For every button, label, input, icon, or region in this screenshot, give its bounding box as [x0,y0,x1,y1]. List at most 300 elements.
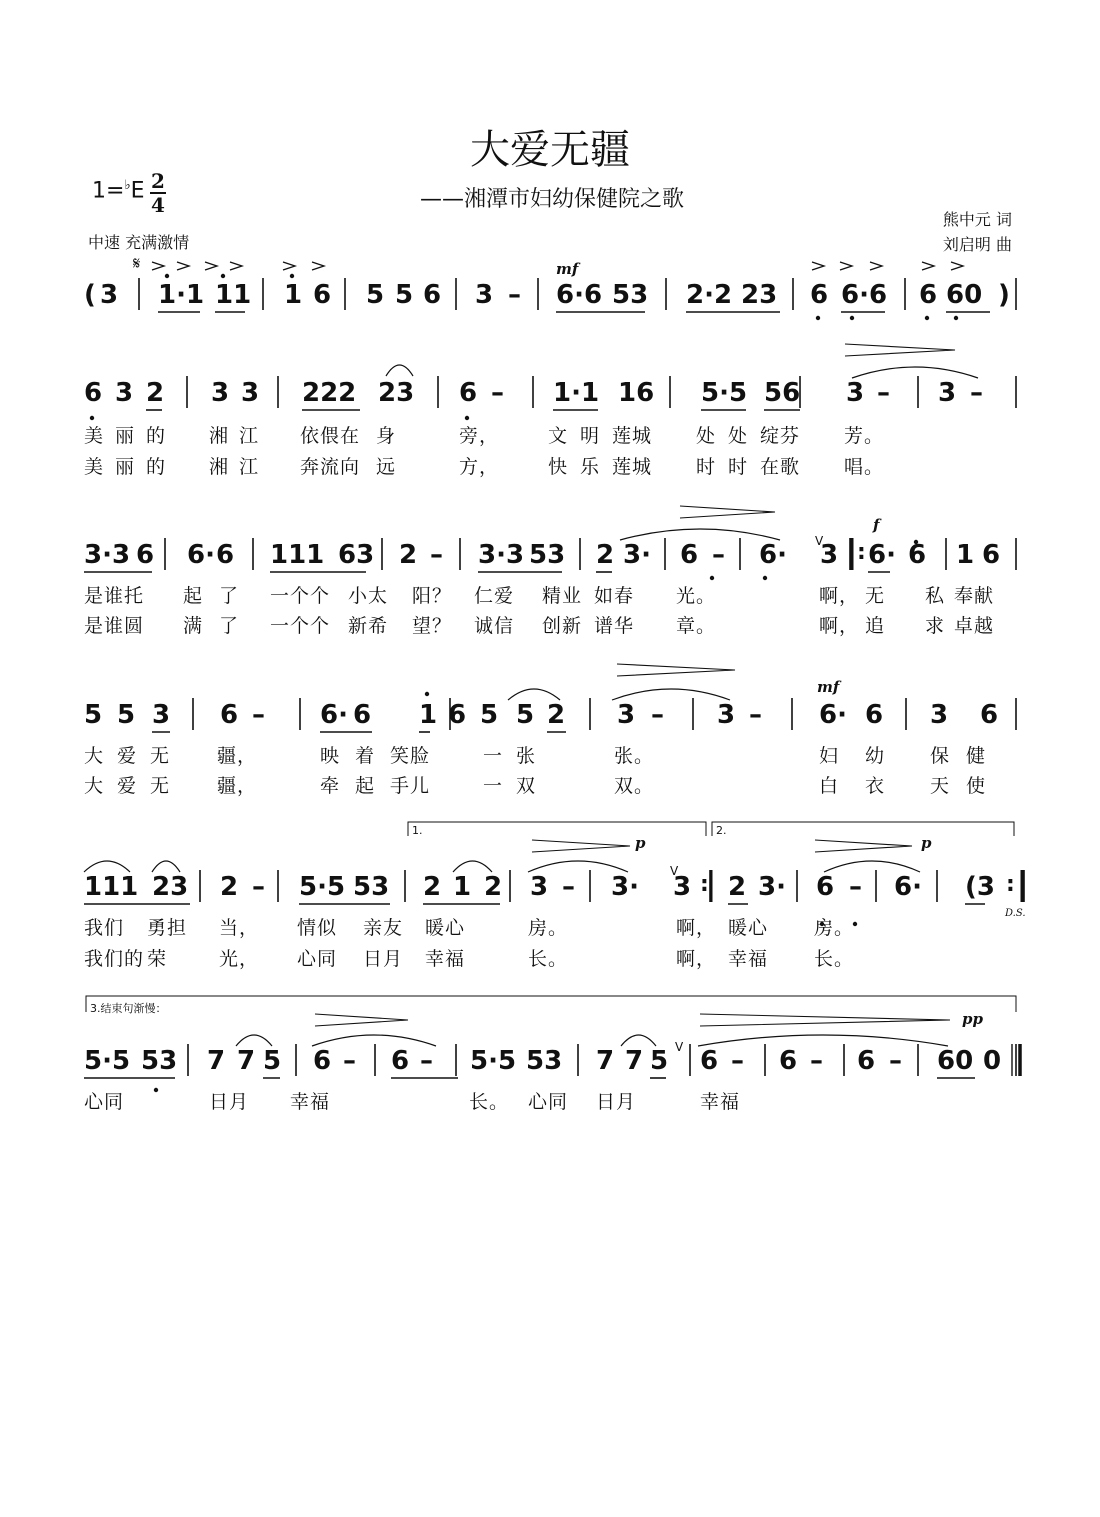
note: – [252,700,265,730]
slur [152,861,180,872]
octave-dot [465,416,469,420]
key-note: E [130,178,145,204]
lyric-line2: 远 [376,456,397,478]
lyric-line1: 张。 [614,745,655,767]
lyric-line2: 新希 [348,615,389,637]
key-prefix: 1= [92,178,125,204]
lyric-line1: 旁， [459,425,500,447]
lyric-line1: 江 [239,425,260,447]
lyric-line1: 妇 [819,745,840,767]
time-top: 2 [151,169,165,193]
note: 3 [211,378,230,408]
lyric-line1: 着 [355,745,376,767]
lyric-line2: 奔流向 [300,456,361,478]
note: 6· [819,700,847,730]
accent-mark [230,262,242,270]
note: 6 [216,540,235,570]
note: 6· [894,872,922,902]
note: – [712,540,725,570]
note: 5 [516,700,535,730]
lyric-line1: 爱 [117,745,138,767]
ds-marking: D.S. [1005,908,1026,919]
lyric-line1: 映 [320,745,341,767]
segno-sign: 𝄋 [133,254,141,274]
note: 2 [399,540,418,570]
lyric-line2: 荣 [147,948,168,970]
lyric-line1: 笑脸 [390,745,431,767]
lyric-line2: 了 [219,615,240,637]
lyric-line1: 明 [580,425,601,447]
octave-dot [925,316,929,320]
note: 1 [453,872,472,902]
octave-dot [221,274,225,278]
lyric-line1: 湘 [209,425,230,447]
note: 111 [84,872,139,902]
lyric-line2: 莲城 [612,456,653,478]
lyric-line1: 日月 [209,1091,250,1113]
note: 6 [220,700,239,730]
note: 6 [423,280,442,310]
note: – [731,1046,744,1076]
note: 5 [480,700,499,730]
note: 3· [611,872,639,902]
note: 1 [284,280,303,310]
lyric-line1: 处 [728,425,749,447]
note: 3 [115,378,134,408]
lyric-line2: 丽 [115,456,136,478]
lyric-line1: 暖心 [728,917,769,939]
octave-dot [954,316,958,320]
dynamic-p: p [921,834,932,852]
decrescendo-hairpin [845,344,955,356]
note: 5 [395,280,414,310]
lyric-line2: 卓越 [954,615,995,637]
octave-dot [425,692,429,696]
lyric-line2: 的 [146,456,167,478]
accent-mark [283,262,295,270]
lyric-line2: 江 [239,456,260,478]
note: 3 [938,378,957,408]
accent-mark [177,262,189,270]
note: 23 [741,280,778,310]
note: 2 [484,872,503,902]
note: 3 [241,378,260,408]
lyric-line2: 快 [548,456,569,478]
note: 53 [612,280,649,310]
composer-credit: 刘启明 曲 [942,235,1012,254]
octave-dot [290,274,294,278]
ending-1-label: 1. [412,824,423,837]
lyric-line2: 光， [219,948,260,970]
lyric-line1: 无 [150,745,171,767]
note: 6·6 [556,280,603,310]
lyric-line1: 光。 [676,585,717,607]
breath-mark: V [815,534,824,548]
decrescendo-hairpin [680,506,775,518]
note: 3·3 [84,540,131,570]
lyric-line2: 乐 [580,456,601,478]
lyric-line2: 起 [355,775,376,797]
lyric-line1: 长。 [469,1091,510,1113]
slur [528,861,628,872]
lyric-line2: 双。 [614,775,655,797]
note: 5 [84,700,103,730]
lyric-line2: 一 [483,775,504,797]
lyricist-credit: 熊中元 词 [942,210,1012,229]
note: 5·5 [701,378,748,408]
lyric-line1: 大 [84,745,105,767]
note: – [651,700,664,730]
slur [386,365,413,376]
breath-mark: V [670,864,679,878]
note: 1 [956,540,975,570]
note: – [810,1046,823,1076]
note: 5 [650,1046,669,1076]
note: 2 [146,378,165,408]
lyric-line2: 幸福 [425,948,466,970]
lyric-line1: 幸福 [290,1091,331,1113]
time-bottom: 4 [151,193,165,217]
dynamic-mf: mf [817,678,840,696]
lyric-line2: 在歌 [760,456,801,478]
note: 7 [596,1046,615,1076]
note: 2 [220,872,239,902]
note: 60 [946,280,983,310]
slur [824,861,920,872]
note: 6 [313,280,332,310]
lyric-line2: 追 [865,615,886,637]
lyric-line2: 湘 [209,456,230,478]
lyric-line1: 幼 [865,745,886,767]
note: (3 [965,872,995,902]
note: 6 [313,1046,332,1076]
lyric-line1: 了 [219,585,240,607]
note: 16 [618,378,655,408]
ending-2-label: 2. [716,824,727,837]
slur [453,861,492,872]
note: 6· [187,540,215,570]
lyric-line1: 情似 [297,917,338,939]
note: 2·2 [686,280,733,310]
note: 6 [919,280,938,310]
note: 6 [459,378,478,408]
note: – [889,1046,902,1076]
slur [852,367,978,378]
note: 60 [937,1046,974,1076]
lyric-line1: 依偎在 [300,425,361,447]
lyric-line2: 我们的 [84,948,145,970]
lyric-line1: 无 [865,585,886,607]
slur [621,1035,656,1046]
dynamic-mf: mf [556,260,579,278]
note: 7 [237,1046,256,1076]
note: 63 [338,540,375,570]
note: – [749,700,762,730]
note: 6·6 [841,280,888,310]
note: 6· [759,540,787,570]
note: – [420,1046,433,1076]
note: 7 [625,1046,644,1076]
note: – [877,378,890,408]
lyric-line2: 长。 [528,948,569,970]
octave-dot [154,1088,158,1092]
lyric-line2: 天 [930,775,951,797]
lyric-line1: 一个个 [270,585,331,607]
decrescendo-hairpin [315,1014,408,1026]
lyric-line1: 勇担 [147,917,188,939]
note: 3·3 [478,540,525,570]
lyric-line2: 满 [183,615,204,637]
note: 6 [816,872,835,902]
note: ) [998,280,1010,310]
lyric-line1: 日月 [596,1091,637,1113]
note: 2 [423,872,442,902]
lyric-line1: 私 [925,585,946,607]
lyric-line1: 精业 [542,585,583,607]
note: 5 [366,280,385,310]
note: 6 [779,1046,798,1076]
note: 6 [353,700,372,730]
note: 0 [983,1046,1002,1076]
note: 5·5 [84,1046,131,1076]
note: 6 [857,1046,876,1076]
note: 5 [263,1046,282,1076]
accent-mark [922,262,934,270]
lyric-line1: 保 [930,745,951,767]
note: 3 [100,280,119,310]
lyric-line1: 幸福 [700,1091,741,1113]
lyric-line2: 时 [696,456,717,478]
slur [236,1035,272,1046]
accent-mark [870,262,882,270]
note: 6 [84,378,103,408]
lyric-line1: 啊， [676,917,717,939]
lyric-line2: 手儿 [390,775,431,797]
lyric-line1: 丽 [115,425,136,447]
lyric-line2: 诚信 [474,615,515,637]
lyric-line2: 一个个 [270,615,331,637]
note: 6 [982,540,1001,570]
note: 6 [980,700,999,730]
lyric-line2: 是谁圆 [84,615,145,637]
lyric-line2: 求 [925,615,946,637]
note: 23 [378,378,415,408]
accent-mark [840,262,852,270]
lyric-line1: 的 [146,425,167,447]
note: 6 [391,1046,410,1076]
lyric-line2: 日月 [363,948,404,970]
lyric-line1: 啊， [819,585,860,607]
dynamic-p: p [635,834,646,852]
octave-dot [90,416,94,420]
note: 3 [930,700,949,730]
lyric-line1: 我们 [84,917,125,939]
ending-3-label: 3.结束句渐慢： [90,1002,167,1015]
note: 6 [908,540,927,570]
note: 2 [547,700,566,730]
note: 6 [700,1046,719,1076]
decrescendo-hairpin [532,840,630,852]
note: – [562,872,575,902]
note: 3 [530,872,549,902]
lyric-line1: 心同 [84,1091,125,1113]
note: 6 [810,280,829,310]
lyric-line1: 是谁托 [84,585,145,607]
lyric-line1: 一 [483,745,504,767]
note: 11 [215,280,252,310]
note: 222 [302,378,357,408]
note: ( [84,280,96,310]
note: – [252,872,265,902]
lyric-line2: 疆， [217,775,258,797]
note: 6· [868,540,896,570]
note: 3· [758,872,786,902]
lyric-line1: 处 [696,425,717,447]
lyric-line2: 大 [84,775,105,797]
slur [312,1035,436,1046]
lyric-line1: 小太 [348,585,389,607]
breath-mark: V [675,1040,684,1054]
note: 53 [353,872,390,902]
note: 1·1 [158,280,205,310]
lyric-line1: 阳？ [412,585,453,607]
accent-mark [951,262,963,270]
slur [612,689,730,700]
lyric-line1: 当， [219,917,260,939]
lyric-line1: 亲友 [363,917,404,939]
lyric-line2: 长。 [814,948,855,970]
lyric-line2: 唱。 [844,456,885,478]
note: 3 [717,700,736,730]
lyric-line2: 爱 [117,775,138,797]
note: 6 [680,540,699,570]
slur [84,861,130,872]
repeat-dots: : [857,540,866,565]
decrescendo-hairpin [617,664,735,676]
note: – [849,872,862,902]
lyric-line1: 莲城 [612,425,653,447]
lyric-line1: 张 [516,745,537,767]
slur [620,529,780,540]
ending-3-bracket [86,996,1016,1012]
subtitle: ——湘潭市妇幼保健院之歌 [420,187,685,212]
note: 3 [846,378,865,408]
octave-dot [816,316,820,320]
lyric-line1: 健 [966,745,987,767]
note: – [970,378,983,408]
decrescendo-hairpin [815,840,912,852]
lyric-line1: 房。 [814,917,855,939]
note: 6 [448,700,467,730]
lyric-line2: 啊， [676,948,717,970]
note: 3 [617,700,636,730]
lyric-line1: 奉献 [954,585,995,607]
dynamic-pp: pp [962,1010,983,1028]
note: 5·5 [470,1046,517,1076]
lyric-line1: 绽芬 [760,425,801,447]
note: 3 [152,700,171,730]
note: 7 [207,1046,226,1076]
note: 6 [136,540,155,570]
note: 53 [141,1046,178,1076]
decrescendo-hairpin [700,1014,950,1026]
lyric-line2: 望？ [412,615,453,637]
note: 2 [596,540,615,570]
note: 6· [320,700,348,730]
lyric-line1: 房。 [528,917,569,939]
lyric-line2: 白 [819,775,840,797]
lyric-line1: 芳。 [844,425,885,447]
octave-dot [165,274,169,278]
lyric-line1: 身 [376,425,397,447]
note: 5 [117,700,136,730]
note: 1·1 [553,378,600,408]
lyric-line1: 如春 [594,585,635,607]
slur [508,689,560,700]
tempo-marking: 中速 充满激情 [88,233,190,252]
flat-sign: ♭ [124,178,131,193]
ending-1-bracket [408,822,706,836]
note: – [491,378,504,408]
lyric-line1: 暖心 [425,917,466,939]
lyric-line1: 文 [548,425,569,447]
note: – [343,1046,356,1076]
octave-dot [850,316,854,320]
lyric-line1: 疆， [217,745,258,767]
repeat-end-dots: : [700,872,709,897]
lyric-line2: 牵 [320,775,341,797]
note: 3 [475,280,494,310]
note: 3· [623,540,651,570]
lyric-line2: 双 [516,775,537,797]
lyric-line2: 无 [150,775,171,797]
note: 3 [673,872,692,902]
note: 6 [865,700,884,730]
lyric-line2: 心同 [297,948,338,970]
note: 53 [526,1046,563,1076]
lyric-line1: 起 [183,585,204,607]
lyric-line1: 美 [84,425,105,447]
note: – [508,280,521,310]
accent-mark [205,262,217,270]
dynamic-f: f [873,516,880,534]
lyric-line2: 幸福 [728,948,769,970]
accent-mark [312,262,324,270]
note: 5·5 [299,872,346,902]
note: 23 [152,872,189,902]
lyric-line2: 方， [459,456,500,478]
octave-dot [710,576,714,580]
note: – [430,540,443,570]
lyric-line2: 章。 [676,615,717,637]
ending-2-bracket [712,822,1014,836]
note: 2 [728,872,747,902]
note: 3 [820,540,839,570]
lyric-line1: 仁爱 [474,585,515,607]
lyric-line2: 衣 [865,775,886,797]
note: 1 [419,700,438,730]
octave-dot [763,576,767,580]
lyric-line2: 美 [84,456,105,478]
accent-mark [812,262,824,270]
slur [698,1035,948,1046]
repeat-end-dots: : [1006,872,1015,897]
lyric-line2: 时 [728,456,749,478]
note: 111 [270,540,325,570]
note: 53 [529,540,566,570]
lyric-line2: 啊， [819,615,860,637]
lyric-line1: 心同 [528,1091,569,1113]
